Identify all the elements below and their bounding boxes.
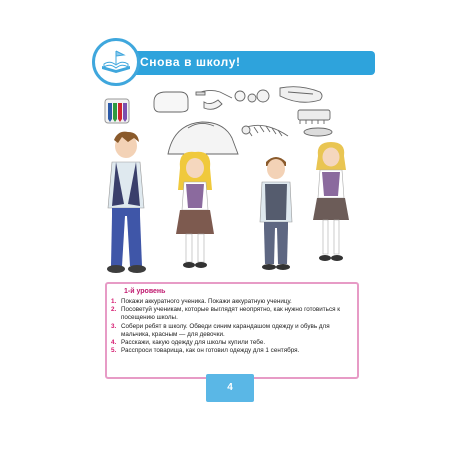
task-item <box>111 306 355 322</box>
open-book-icon <box>92 38 140 86</box>
page-number-tab <box>206 374 254 402</box>
task-item <box>111 339 355 347</box>
task-number: 3. <box>111 322 117 330</box>
pencils-icon <box>104 98 130 124</box>
task-text: Покажи аккуратного ученика. Покажи аккуратную ученицу. <box>121 298 292 305</box>
task-text: Расскажи, какую одежду для школы купили тебе. <box>121 339 266 347</box>
soap-icon <box>154 92 188 112</box>
level-title: 1-й уровень <box>124 288 166 295</box>
hairbrush-icon <box>280 87 322 103</box>
task-text: Собери ребят в школу. Обведи синим карандашом одежду и обувь для мальчика, красным — для девочки. <box>121 322 330 338</box>
task-text: Посоветуй ученикам, которые выглядят неопрятно, как нужно готовиться к посещению школы. <box>121 306 341 322</box>
girl-tidy-illustration <box>308 140 354 266</box>
page-title: Снова в школу! <box>140 55 241 69</box>
toothbrush-icon <box>196 90 232 109</box>
task-number: 1. <box>111 298 117 305</box>
task-number: 5. <box>111 347 117 355</box>
boy-untidy-illustration <box>98 128 154 278</box>
shoe-brush-icon <box>298 110 332 136</box>
page-number: 4 <box>227 382 233 393</box>
boy-tidy-illustration <box>252 152 300 274</box>
comb-icon <box>242 125 288 136</box>
task-item <box>111 298 355 306</box>
task-list <box>111 298 355 355</box>
task-text: Расспроси товарища, как он готовил одежду для 1 сентября. <box>121 347 300 355</box>
girl-untidy-illustration <box>170 150 220 272</box>
task-number: 2. <box>111 306 117 314</box>
task-number: 4. <box>111 339 117 347</box>
mirror-icon <box>235 90 269 102</box>
task-item <box>111 347 355 355</box>
task-item <box>111 323 355 339</box>
